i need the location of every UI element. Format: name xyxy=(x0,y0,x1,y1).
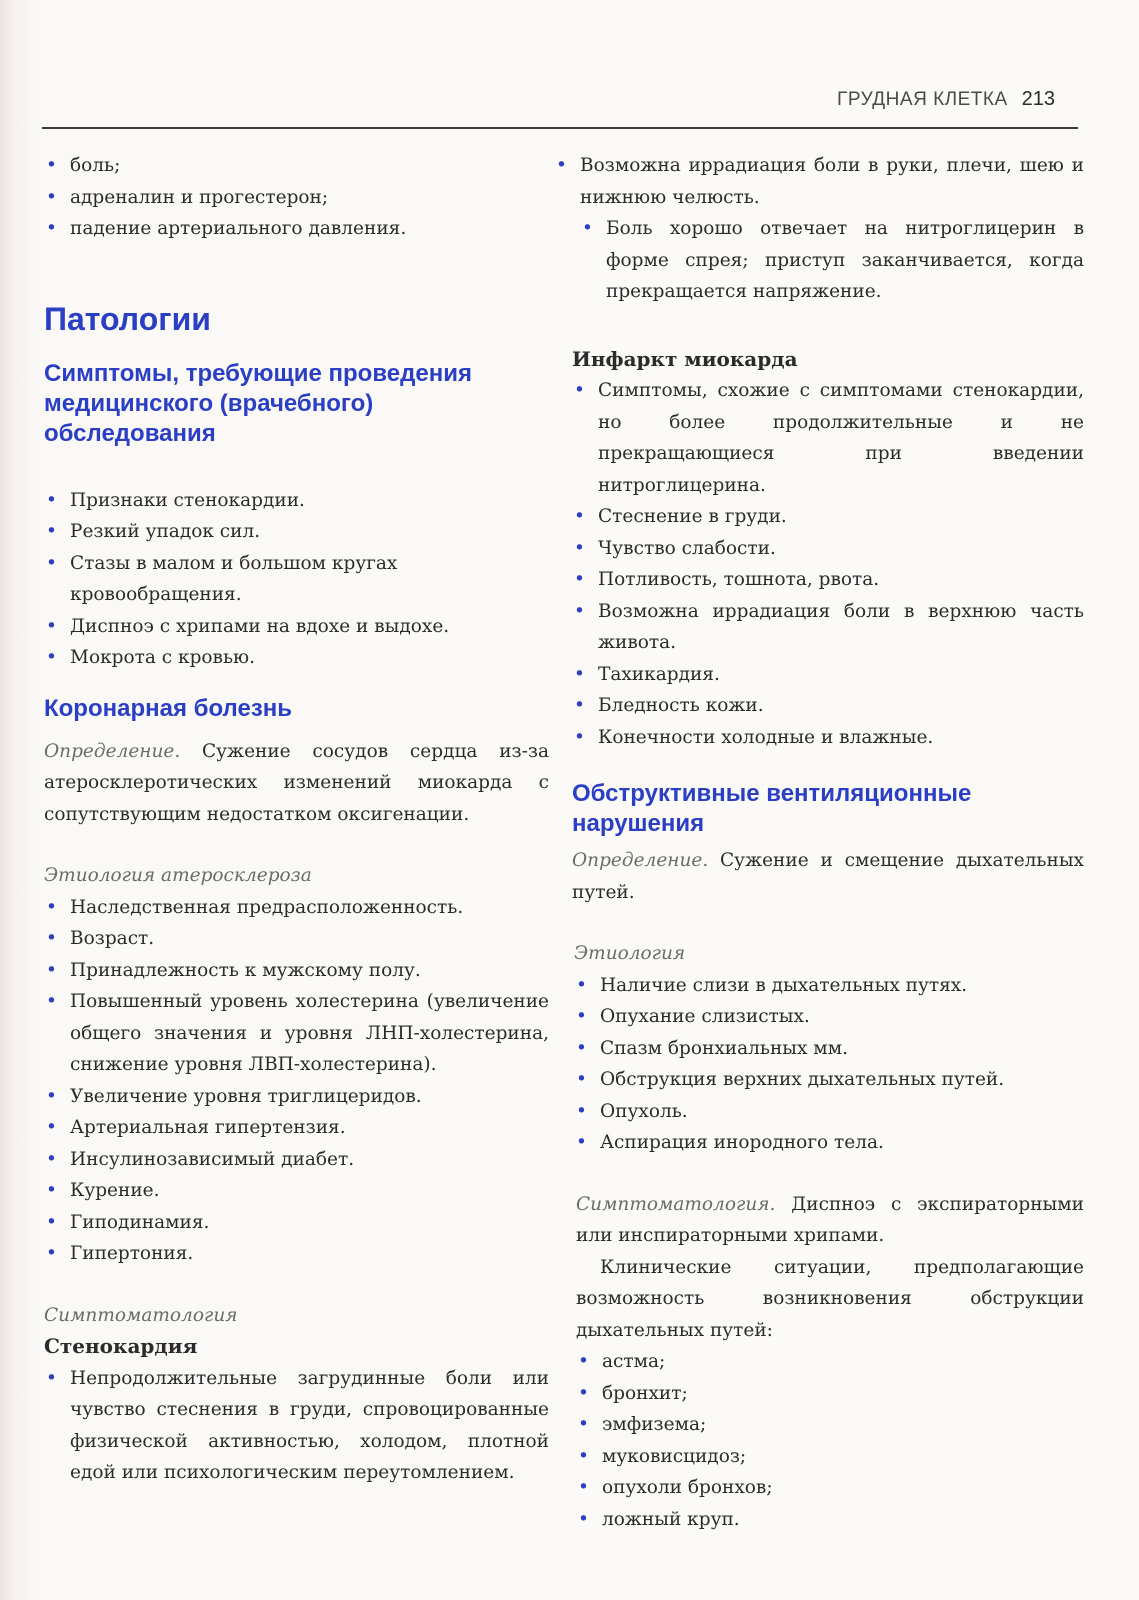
running-header xyxy=(837,88,1055,111)
list-item: • Гиподинамия. xyxy=(44,1207,549,1239)
list-item: • Аспирация инородного тела. xyxy=(574,1127,1084,1159)
list-item: • Боль хорошо отвечает на нитроглицерин в форме спрея; приступ заканчивается, когда прекращается напряжение. xyxy=(580,213,1084,308)
angina-continued-list xyxy=(554,150,1084,213)
definition-label: Определение. xyxy=(44,740,181,762)
symptomatology-label: Симптоматология. xyxy=(576,1193,776,1215)
symptomatology-text: Диспноэ с экспираторными или инспираторными хрипами. xyxy=(576,1193,1084,1246)
list-item: • Принадлежность к мужскому полу. xyxy=(44,955,549,987)
right-column xyxy=(554,150,1084,1535)
list-item: • Непродолжительные загрудинные боли или чувство стеснения в груди, спровоцированные физической активностью, холодом, плотной едой или психологическим переутомлением. xyxy=(44,1363,549,1489)
coronary-heading: Коронарная болезнь xyxy=(44,694,292,722)
list-item: • Возможна иррадиация боли в верхнюю часть живота. xyxy=(572,596,1084,659)
clinical-situations-text: Клинические ситуации, предполагающие возможность возникновения обструкции дыхательных путей: xyxy=(576,1256,1084,1341)
angina-heading: Стенокардия xyxy=(44,1334,198,1358)
etiology-list xyxy=(44,892,549,1270)
page-number: 213 xyxy=(1021,88,1055,110)
list-item: • боль; xyxy=(44,150,549,182)
list-item: • Чувство слабости. xyxy=(572,533,1084,565)
list-item: • Повышенный уровень холестерина (увеличение общего значения и уровня ЛНП-холестерина, снижение уровня ЛВП-холестерина). xyxy=(44,986,549,1081)
list-item: • Спазм бронхиальных мм. xyxy=(574,1033,1084,1065)
list-item: • эмфизема; xyxy=(576,1409,1084,1441)
list-item: • ложный круп. xyxy=(576,1504,1084,1536)
definition-label: Определение. xyxy=(572,850,709,871)
list-item: • муковисцидоз; xyxy=(576,1441,1084,1473)
angina-subcontinued-list xyxy=(554,213,1084,308)
list-item: • Опухание слизистых. xyxy=(574,1001,1084,1033)
list-item: • Инсулинозависимый диабет. xyxy=(44,1144,549,1176)
list-item: • Стеснение в груди. xyxy=(572,501,1084,533)
list-item: • Симптомы, схожие с симптомами стенокардии, но более продолжительные и не прекращающиеся при введении нитроглицерина. xyxy=(572,375,1084,501)
symptoms-heading: Симптомы, требующие проведения медицинского (врачебного) обследования xyxy=(44,359,472,447)
symptomatology-heading: Симптоматология xyxy=(44,1304,238,1326)
angina-list xyxy=(44,1363,549,1489)
clinical-list xyxy=(554,1346,1084,1535)
list-item: • Гипертония. xyxy=(44,1238,549,1270)
list-item: • Увеличение уровня триглицеридов. xyxy=(44,1081,549,1113)
list-item: • Тахикардия. xyxy=(572,659,1084,691)
list-item: • Диспноэ с хрипами на вдохе и выдохе. xyxy=(44,611,549,643)
obstructive-etiology-heading: Этиология xyxy=(574,943,686,964)
etiology-heading: Этиология атеросклероза xyxy=(44,865,312,886)
list-item: • падение артериального давления. xyxy=(44,213,549,245)
intro-list xyxy=(44,150,549,245)
obstructive-symptomatology xyxy=(554,1189,1084,1252)
list-item: • Возраст. xyxy=(44,923,549,955)
list-item: • Бледность кожи. xyxy=(572,690,1084,722)
obstructive-heading: Обструктивные вентиляционные нарушения xyxy=(572,780,972,837)
left-column xyxy=(44,150,549,1489)
list-item: • Резкий упадок сил. xyxy=(44,516,549,548)
list-item: • адреналин и прогестерон; xyxy=(44,182,549,214)
running-title: ГРУДНАЯ КЛЕТКА xyxy=(837,89,1008,110)
header-rule xyxy=(42,127,1078,129)
list-item: • Артериальная гипертензия. xyxy=(44,1112,549,1144)
infarction-list xyxy=(554,375,1084,753)
list-item: • Обструкция верхних дыхательных путей. xyxy=(574,1064,1084,1096)
list-item: • Опухоль. xyxy=(574,1096,1084,1128)
list-item: • Конечности холодные и влажные. xyxy=(572,722,1084,754)
list-item: • Наследственная предрасположенность. xyxy=(44,892,549,924)
list-item: • астма; xyxy=(576,1346,1084,1378)
obstructive-definition xyxy=(554,845,1084,908)
list-item: • Признаки стенокардии. xyxy=(44,485,549,517)
list-item: • Наличие слизи в дыхательных путях. xyxy=(574,970,1084,1002)
infarction-heading: Инфаркт миокарда xyxy=(572,346,798,371)
list-item: • Возможна иррадиация боли в руки, плечи, шею и нижнюю челюсть. xyxy=(554,150,1084,213)
coronary-definition xyxy=(44,736,549,831)
section-title: Патологии xyxy=(44,300,211,337)
obstructive-etiology-list xyxy=(554,970,1084,1159)
list-item: • опухоли бронхов; xyxy=(576,1472,1084,1504)
symptoms-list xyxy=(44,485,549,674)
definition-text: Сужение сосудов сердца из-за атеросклеротических изменений миокарда с сопутствующим недостатком оксигенации. xyxy=(44,740,549,825)
list-item: • бронхит; xyxy=(576,1378,1084,1410)
list-item: • Стазы в малом и большом кругах кровообращения. xyxy=(44,548,549,611)
list-item: • Потливость, тошнота, рвота. xyxy=(572,564,1084,596)
definition-text: Сужение и смещение дыхательных путей. xyxy=(572,850,1084,903)
list-item: • Мокрота с кровью. xyxy=(44,642,549,674)
list-item: • Курение. xyxy=(44,1175,549,1207)
